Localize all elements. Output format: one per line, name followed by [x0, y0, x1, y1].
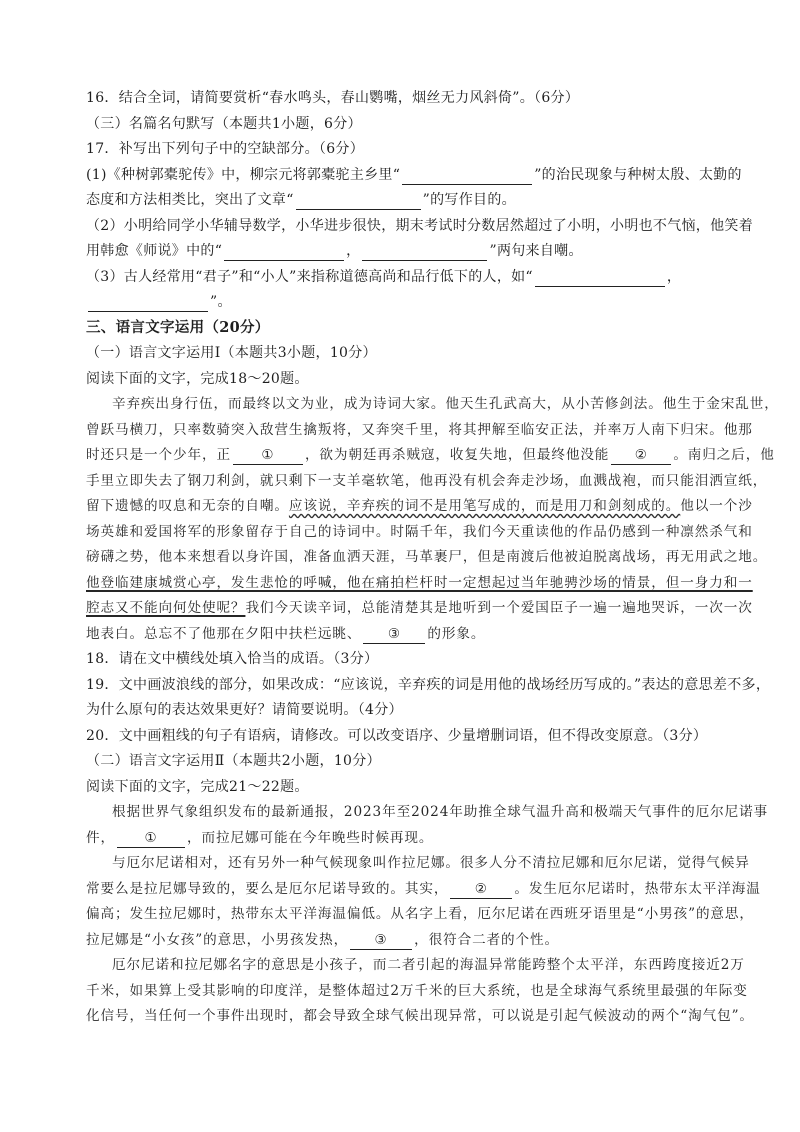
- passage-2-line: 拉尼娜是“小女孩”的意思，小男孩发热， ③ ，很符合二者的个性。: [86, 932, 560, 948]
- question-20: 20．文中画粗线的句子有语病，请修改。可以改变语序、少量增删词语，但不得改变原意。（3分）: [86, 728, 708, 744]
- passage-2-line: 常要么是拉尼娜导致的，要么是厄尔尼诺导致的。其实， ② 。发生厄尔尼诺时，热带东太平洋海温: [86, 881, 761, 897]
- question-17-3-line1: （3）古人经常用“君子”和“小人”来指称道德高尚和品行低下的人，如“ ，: [86, 269, 682, 285]
- answer-blank[interactable]: [88, 296, 208, 312]
- question-17: 17．补写出下列句子中的空缺部分。（6分）: [86, 141, 365, 157]
- passage-1-line: 磅礴之势，他本来想看以身许国，准备血洒天涯，马革裹尸，但是南渡后他被迫脱离战场，再无用武之地。: [86, 549, 768, 565]
- section-famous-lines-title: （三）名篇名句默写（本题共1小题，6分）: [86, 116, 362, 132]
- question-17-2-line1: （2）小明给同学小华辅导数学，小华进步很快，期末考试时分数居然超过了小明，小明也不气恼，他笑着: [86, 218, 754, 234]
- question-17-1-line2: 态度和方法相类比，突出了文章“ ”的写作目的。: [86, 192, 516, 208]
- passage-2-line: 千米，如果算上受其影响的印度洋，是整体超过2万千米的巨大系统，也是全球海气系统里最强的年际变: [86, 983, 748, 999]
- passage-1-line: 辛弃疾出身行伍，而最终以文为业，成为诗词大家。他天生孔武高大，从小苦修剑法。他生于金宋乱世，: [112, 396, 779, 412]
- question-17-1-line1: (1)《种树郭橐驼传》中，柳宗元将郭橐驼主乡里“ ”的治民现象与种树太殷、太勤的: [86, 167, 742, 183]
- blank-marker-1[interactable]: ①: [117, 829, 185, 848]
- passage-2-line: 偏高；发生拉尼娜时，热带东太平洋海温偏低。从名字上看，厄尔尼诺在西班牙语里是“小男孩”的意思，: [86, 906, 754, 922]
- blank-marker-2[interactable]: ②: [611, 446, 671, 465]
- answer-blank[interactable]: [535, 271, 665, 287]
- answer-blank[interactable]: [224, 245, 344, 261]
- passage-2-line: 化信号，当任何一个事件出现时，都会导致全球气候出现异常，可以说是引起气候波动的两个“淘气包”。: [86, 1008, 754, 1024]
- passage-2-line: 根据世界气象组织发布的最新通报，2023年至2024年助推全球气温升高和极端天气事件的厄尔尼诺事: [112, 804, 769, 820]
- passage-1-line: 地表白。总忘不了他那在夕阳中扶栏远眺、 ③ 的形象。: [86, 626, 486, 642]
- blank-marker-1[interactable]: ①: [233, 446, 303, 465]
- question-17-3-line2: ”。: [86, 292, 232, 312]
- question-19-line2: 为什么原句的表达效果更好？请简要说明。（4分）: [86, 702, 403, 718]
- question-18: 18．请在文中横线处填入恰当的成语。（3分）: [86, 651, 379, 667]
- passage-2-line: 厄尔尼诺和拉尼娜名字的意思是小孩子，而二者引起的海温异常能跨整个太平洋，东西跨度接近2万: [112, 957, 745, 973]
- question-16: 16．结合全词，请简要赏析“春水鸣头，春山鹦嘴，烟丝无力风斜倚”。（6分）: [86, 90, 580, 106]
- blank-marker-2[interactable]: ②: [450, 880, 512, 899]
- passage-1-line: 场英雄和爱国将军的形象留存于自己的诗词中。时隔千年，我们今天重读他的作品仍感到一种凛然杀气和: [86, 524, 753, 540]
- answer-blank[interactable]: [402, 169, 532, 185]
- passage-2-line: 件， ① ，而拉尼娜可能在今年晚些时候再现。: [86, 830, 434, 846]
- answer-blank[interactable]: [362, 245, 487, 261]
- bold-underlined-sentence: 腔志又不能向何处使呢？: [86, 600, 246, 616]
- blank-marker-3[interactable]: ③: [350, 931, 412, 950]
- passage-1-line: 留下遗憾的叹息和无奈的自嘲。应该说，辛弃疾的词不是用笔写成的，而是用刀和剑刻成的。他以一个沙: [86, 498, 753, 514]
- passage-1-line: 手里立即失去了钢刀利剑，就只剩下一支羊毫软笔，他再没有机会奔走沙场，血溅战袍，而只能泪洒宣纸，: [86, 473, 768, 489]
- passage-2-line: 与厄尔尼诺相对，还有另外一种气候现象叫作拉尼娜。很多人分不清拉尼娜和厄尔尼诺，觉得气候异: [112, 855, 750, 871]
- reading-instruction-1: 阅读下面的文字，完成18～20题。: [86, 371, 309, 387]
- reading-instruction-2: 阅读下面的文字，完成21～22题。: [86, 779, 309, 795]
- subsection-2-title: （二）语言文字运用Ⅱ（本题共2小题，10分）: [86, 753, 381, 769]
- blank-marker-3[interactable]: ③: [363, 625, 425, 644]
- passage-1-line: 时还只是一个少年，正 ① ，欲为朝廷再杀贼寇，收复失地，但最终他没能 ② 。南归之后，他: [86, 447, 775, 463]
- passage-1-line: [86, 573, 753, 593]
- subsection-1-title: （一）语言文字运用Ⅰ（本题共3小题，10分）: [86, 345, 377, 361]
- passage-1-line: 曾跃马横刀，只率数骑突入敌营生擒叛将，又奔突千里，将其押解至临安正法，并率万人南下归宋。他那: [86, 422, 753, 438]
- question-19-line1: 19．文中画波浪线的部分，如果改成：“应该说，辛弃疾的词是用他的战场经历写成的。”表达的意思差不多，: [86, 677, 771, 693]
- bold-underlined-sentence: 他登临建康城赏心亭，发生悲怆的呼喊，他在痛拍栏杆时一定想起过当年驰骋沙场的情景，但一身力和一: [86, 575, 753, 591]
- question-17-2-line2: 用韩愈《师说》中的“ ， ”两句来自嘲。: [86, 243, 583, 259]
- wavy-underlined-sentence: 应该说，辛弃疾的词不是用笔写成的，而是用刀和剑刻成的。: [288, 498, 681, 514]
- passage-1-line: 腔志又不能向何处使呢？我们今天读辛词，总能清楚其是地听到一个爱国臣子一遍一遍地哭诉，一次一次: [86, 600, 753, 616]
- section-3-title: 三、语言文字运用（20分）: [86, 319, 270, 336]
- answer-blank[interactable]: [296, 194, 421, 210]
